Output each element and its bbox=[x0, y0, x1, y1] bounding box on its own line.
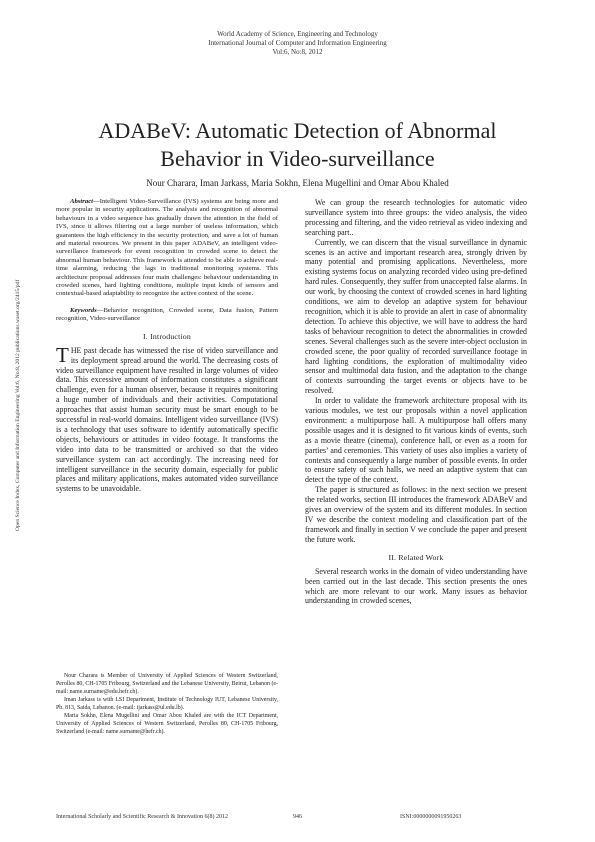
intro-paragraph bbox=[56, 342, 278, 495]
header-line-1: World Academy of Science, Engineering and Technology bbox=[217, 30, 378, 38]
keywords-text: —Behavior recognition, Crowded scene, Data fusion, Pattern recognition, Video-surveillance bbox=[56, 306, 278, 323]
keywords bbox=[56, 307, 278, 324]
footnote-3: Maria Sokhn, Elena Mugellini and Omar Abou Khaled are with the ICT Department, University of Applied Sciences of Western Switzerland, Perolles 80, CH-1705 Fribourg, Switzerland (e-mail: name.surname@hefr.ch). bbox=[56, 713, 278, 735]
paragraph-current-state: Currently, we can discern that the visual surveillance in dynamic scenes is an active and important research area, strongly driven by many potential and promising applications. Nevertheless, more existing systems focus on analyzing recorded video using pre-defined hard rules. Consequently, they suffer from unaccepted false alarms. In our work, by choosing the context of crowded scenes in hard lighting conditions, we aim to develop an adaptive system for behaviour recognition, which it is able to provide an alert in case of abnormality detection. To achieve this objective, we will have to address the hard tasks of behaviour recognition to detect the abnormalities in crowded scenes. Several challenges such as the severe inter-object occlusion in crowded scene, the poor quality of recorded surveillance footage in hard lighting conditions, the exploration of multimodality video sensor and multimodal data fusion, and the adaptation to the change of contexts surrounding the target events or objects have to be resolved. bbox=[305, 237, 527, 396]
abstract bbox=[56, 198, 278, 299]
left-column bbox=[56, 198, 278, 494]
right-column bbox=[305, 198, 527, 606]
section-heading-related-work: II. Related Work bbox=[388, 552, 444, 562]
footnote-1: Nour Charara is Member of University of Applied Sciences of Western Switzerland, Perolles 80, CH-1705 Fribourg, Switzerland and the Lebanese University, Beirut, Lebanon (e-mail: name.surname@edu.hefr.ch). bbox=[56, 673, 278, 695]
abstract-text: —Intelligent Video-Surveillance (IVS) systems are being more and more popular in security applications. The analysis and recognition of abnormal behaviours in a video sequence has gradually drawn the attention in the field of IVS, since it allows filtering out a large number of useless information, which guarantees the high efficiency in the security protection, and save a lot of human and material resources. We present in this paper ADABeV, an intelligent video-surveillance framework for event recognition in crowded scene to detect the abnormal human behaviour. This framework is attended to be able to achieve real-time alarming, reducing the lags in traditional monitoring systems. This architecture proposal addresses four main challenges: behaviour understanding in crowded scenes, hard lighting conditions, multiple input kinds of sensors and contextual-based adaptability to recognize the active context of the scene. bbox=[56, 198, 278, 298]
abstract-label: Abstract bbox=[70, 198, 94, 205]
footnote-2: Iman Jarkass is with LSI Department, Institute of Technology IUT, Lebanese University, Pb. 813, Saida, Lebanon. (e-mail: ijarkass@ul.edu.lb). bbox=[56, 697, 278, 711]
page-number: 946 bbox=[293, 814, 302, 820]
author-list: Nour Charara, Iman Jarkass, Maria Sokhn, Elena Mugellini and Omar Abou Khaled bbox=[146, 178, 449, 188]
side-citation: Open Science Index, Computer and Information Engineering Vol:6, No:8, 2012 publications.waset.org/2415/pdf bbox=[15, 279, 21, 531]
intro-text: HE past decade has witnessed the rise of video surveillance and its deployment spread around the world. The decreasing costs of video surveillance equipment have resulted in large volumes of video data. This excessive amount of information constitutes a significant challenge, even for a human observer, because it requires monitoring a huge number of individuals and their activities. Computational approaches that assist human security must be smart enough to be successful in real-world domains. Intelligent video surveillance (IVS) is a technology that uses software to identify automatically specific objects, behaviours or attitudes in video footage. It transforms the video into data to be transmitted or archived so that the video surveillance system can act accordingly. The increasing need for intelligent surveillance in the security domain, especially for public places and military applications, makes automated video surveillance systems to be unavoidable. bbox=[56, 345, 278, 494]
paragraph-related-work: Several research works in the domain of video understanding have been carried out in the last decade. This section presents the ones which are more relevant to our work. Many issues as behavior understanding in crowded scenes, bbox=[305, 566, 527, 606]
section-heading-introduction: I. Introduction bbox=[142, 331, 192, 341]
author-footnotes bbox=[56, 672, 278, 736]
keywords-label: Keywords bbox=[70, 306, 97, 314]
paragraph-structure: The paper is structured as follows: in the next section we present the related works, section III introduces the framework ADABeV and gives an overview of the system and its different modules. In section IV we describe the context modeling and classification part of the framework and finally in section V we conclude the paper and present the future work. bbox=[305, 485, 527, 544]
drop-cap: T bbox=[56, 342, 69, 367]
paragraph-research-groups: We can group the research technologies for automatic video surveillance system into three groups: the video analysis, the video processing and filtering, and the video retrieval as video indexing and searching part.. bbox=[305, 198, 527, 237]
footer-isni: ISNI:0000000091950263 bbox=[400, 814, 462, 820]
paper-title: ADABeV: Automatic Detection of Abnormal Behavior in Video-surveillance bbox=[98, 118, 497, 171]
journal-header bbox=[0, 30, 595, 57]
header-line-3: Vol:6, No:8, 2012 bbox=[272, 48, 323, 56]
footer-publisher: International Scholarly and Scientific Research & Innovation 6(8) 2012 bbox=[56, 814, 228, 820]
header-line-2: International Journal of Computer and Information Engineering bbox=[208, 39, 387, 47]
paragraph-validation: In order to validate the framework architecture proposal with its various modules, we test our proposals within a novel application environment: a multipurpose hall. A multipurpose hall offers many possible usages and it is designed to fit various kinds of events, such as a movie theatre (cinema), conference hall, or even as a room for parties’ and ceremonies. This variety of uses also implies a variety of contexts and consequently a large number of possible events. In order to ensure safety of such halls, we need an adaptive system that can detect the type of the context. bbox=[305, 396, 527, 485]
